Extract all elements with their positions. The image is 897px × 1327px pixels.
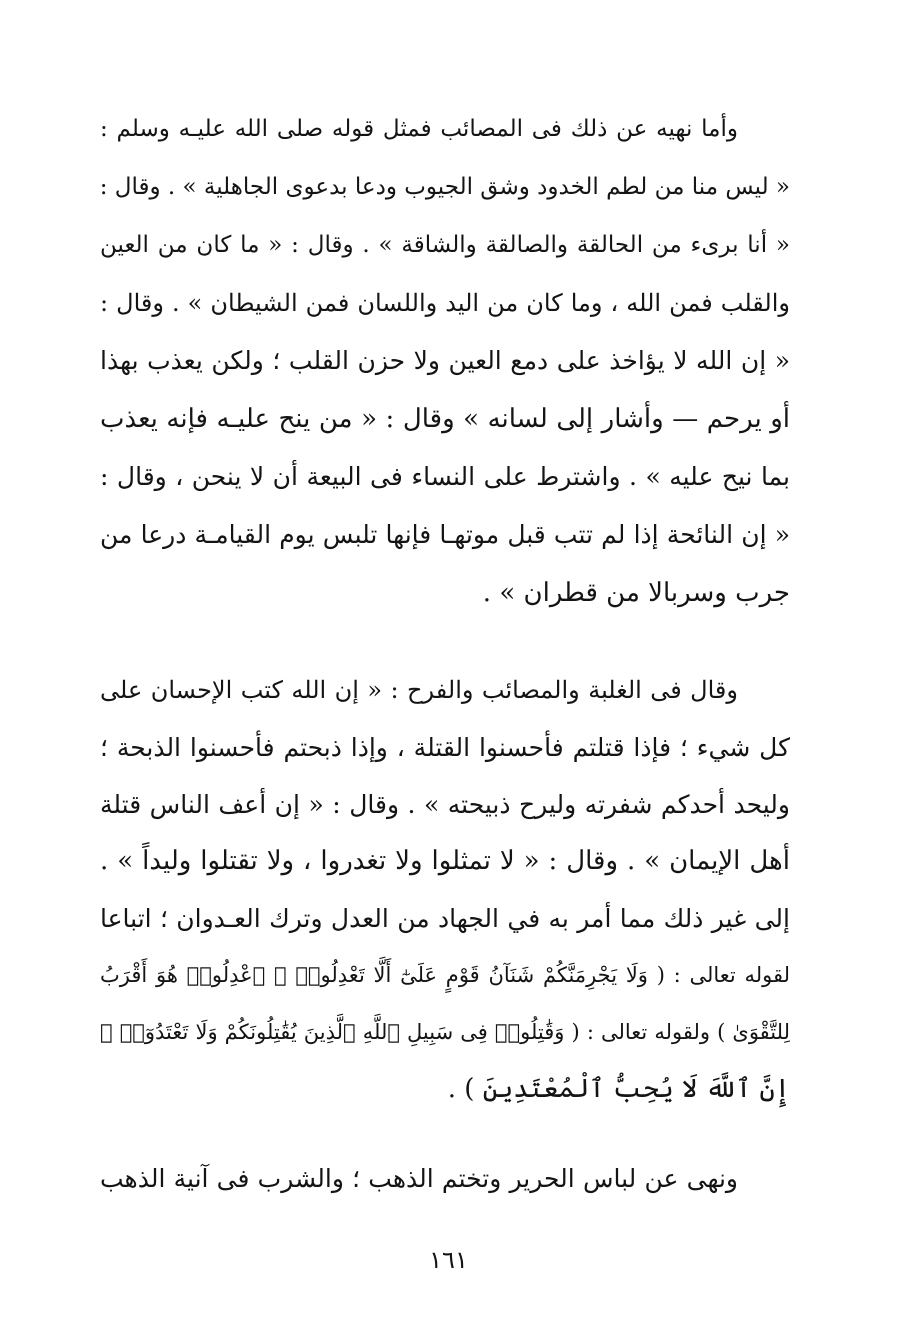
paragraph-3 [100, 1150, 790, 1208]
text-line: وقال فى الغلبة والمصائب والفرح : « إن الله كتب الإحسان على [100, 676, 738, 704]
quran-verse-line: لقوله تعالى : ( وَلَا يَجْرِمَنَّكُمْ شَنَآنُ قَوْمٍ عَلَىٰٓ أَلَّا تَعْدِلُوا۟ ۚ ٱعْدِلُوا۟ هُوَ أَقْرَبُ [100, 963, 790, 987]
text-line: وأما نهيه عن ذلك فى المصائب فمثل قوله صلى الله عليـه وسلم : [100, 116, 738, 142]
text-line: أو يرحم — وأشار إلى لسانه » وقال : « من ينح عليـه فإنه يعذب [100, 404, 790, 434]
text-line: « أنا برىء من الحالقة والصالقة والشاقة » . وقال : « ما كان من العين [100, 232, 790, 258]
page-number: ١٦١ [429, 1246, 468, 1274]
text-line: أهل الإيمان » . وقال : « لا تمثلوا ولا تغدروا ، ولا تقتلوا وليداً » . [100, 846, 790, 876]
text-line: جرب وسربالا من قطران » . [482, 578, 790, 608]
quran-verse-line: إِنَّ ٱللَّهَ لَا يُحِبُّ ٱلْمُعْتَدِينَ ) . [447, 1074, 790, 1104]
text-line: كل شيء ؛ فإذا قتلتم فأحسنوا القتلة ، وإذا ذبحتم فأحسنوا الذبحة ؛ [100, 733, 790, 762]
paragraph-2 [100, 662, 790, 1118]
text-line: « إن الله لا يؤاخذ على دمع العين ولا حزن القلب ؛ ولكن يعذب بهذا [100, 346, 790, 375]
text-line: إلى غير ذلك مما أمر به في الجهاد من العدل وترك العـدوان ؛ اتباعا [100, 904, 790, 933]
text-line: والقلب فمن الله ، وما كان من اليد واللسان فمن الشيطان » . وقال : [100, 289, 790, 317]
text-line: وليحد أحدكم شفرته وليرح ذبيحته » . وقال : « إن أعف الناس قتلة [100, 790, 790, 819]
text-line: « إن النائحة إذا لم تتب قبل موتهـا فإنها تلبس يوم القيامـة درعا من [100, 520, 790, 549]
paragraph-1 [100, 100, 790, 622]
quran-verse-line: لِلتَّقْوَىٰ ) ولقوله تعالى : ( وَقَٰتِلُوا۟ فِى سَبِيلِ ٱللَّهِ ٱلَّذِينَ يُقَٰتِلُونَكُمْ وَلَا تَعْتَدُوٓا۟ ۚ [100, 1020, 790, 1044]
text-line: بما نيح عليه » . واشترط على النساء فى البيعة أن لا ينحن ، وقال : [100, 462, 790, 491]
text-line: ونهى عن لباس الحرير وتختم الذهب ؛ والشرب فى آنية الذهب [100, 1164, 738, 1193]
text-line: « ليس منا من لطم الخدود وشق الجيوب ودعا بدعوى الجاهلية » . وقال : [100, 174, 790, 200]
